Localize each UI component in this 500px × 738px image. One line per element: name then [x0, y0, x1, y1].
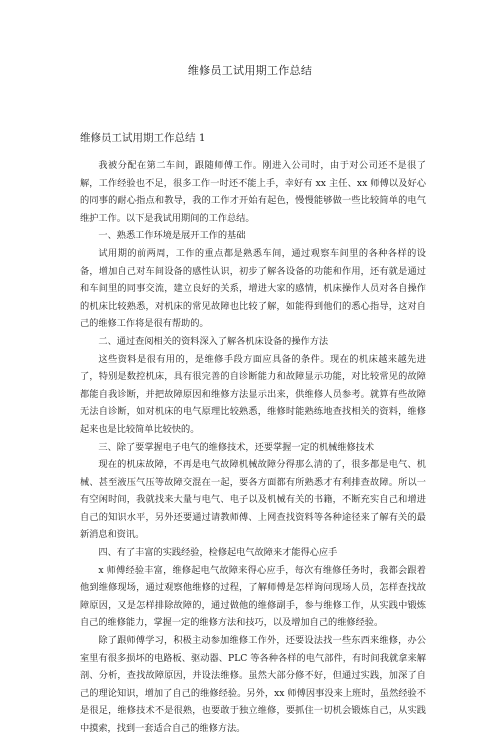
document-subtitle: 维修员工试用期工作总结 1: [80, 132, 206, 144]
paragraph-1: 试用期的前两周，工作的重点都是熟悉车间，通过观察车间里的各种各样的设备，增加自己对车间设备的感性认识，初步了解各设备的功能和作用，还有就是通过和车间里的同事交流，建立良好的关系，增进大家的感情，机床操作人员对各自操作的机床比较熟悉，对机床的常见故障也比较了解，如能得到他们的悉心指导，这对自己的维修工作将是很有帮助的。: [80, 247, 426, 330]
section-heading-4: 四、有了丰富的实践经验，检修起电气故障来才能得心应手: [98, 547, 338, 559]
section-heading-2: 二、通过查阅相关的资料深入了解各机床设备的操作方法: [98, 335, 329, 347]
paragraph-5: 除了跟师傅学习，积极主动参加维修工作外，还要设法找一些东西来维修，办公室里有很多损坏的电路板、驱动器、PLC 等各种各样的电气部件，有时间我就拿来解剖、分析，查找故障原因，并设法维修。虽然大部分修不好，但通过实践，加深了自己的理论知识，增加了自己的维修经验。另外，xx 师傅因事没来上班时，虽然经验不是很足，维修技术不是很熟，也要敢于独立维修，要抓住一切机会锻炼自己，从实践中摸索，找到一套适合自己的维修方法。: [80, 635, 426, 734]
section-heading-3: 三、除了要掌握电子电气的维修技术，还要掌握一定的机械维修技术: [98, 441, 375, 453]
paragraph-3: 现在的机床故障，不再是电气故障机械故障分得那么清的了，很多都是电气、机械、甚至液压气压等故障交混在一起，要各方面都有所熟悉才有利排查故障。所以一有空闲时间，我就找来大量与电气、电子以及机械有关的书籍，不断充实自己和增进自己的知识水平，另外还要通过请教师傅、上网查找资料等各种途径来了解有关的最新消息和资讯。: [80, 459, 426, 541]
paragraph-4: x 师傅经验丰富，维修起电气故障来得心应手，每次有维修任务时，我都会跟着他到维修现场，通过观察他维修的过程，了解师傅是怎样询问现场人员，怎样查找故障原因，又是怎样排除故障的，通过做他的维修副手，参与维修工作，从实践中锻炼自己的维修能力，掌握一定的维修方法和技巧，以及增加自己的维修经验。: [80, 564, 426, 629]
section-heading-1: 一、熟悉工作环境是展开工作的基础: [98, 230, 246, 242]
paragraph-2: 这些资料是很有用的，是维修手段方面应具备的条件。现在的机床越来越先进了，特别是数控机床，具有很完善的自诊断能力和故障显示功能，对比较常见的故障都能自我诊断，并把故障原因和维修方法显示出来，供维修人员参考。就算有些故障无法自诊断，如对机床的电气原理比较熟悉，维修时能熟练地查找相关的资料，维修起来也是比较简单比较快的。: [80, 353, 426, 435]
document-title: 维修员工试用期工作总结: [187, 64, 313, 77]
document-body: [80, 157, 426, 738]
paragraph-intro: 我被分配在第二车间，跟随师傅工作。刚进入公司时，由于对公司还不是很了解，工作经验也不足，很多工作一时还不能上手，幸好有 xx 主任、xx 师傅以及好心的同事的耐心指点和教导，我的工作才开始有起色，慢慢能够做一些比较简单的电气维护工作。以下是我试用期间的工作总结。: [80, 160, 426, 224]
